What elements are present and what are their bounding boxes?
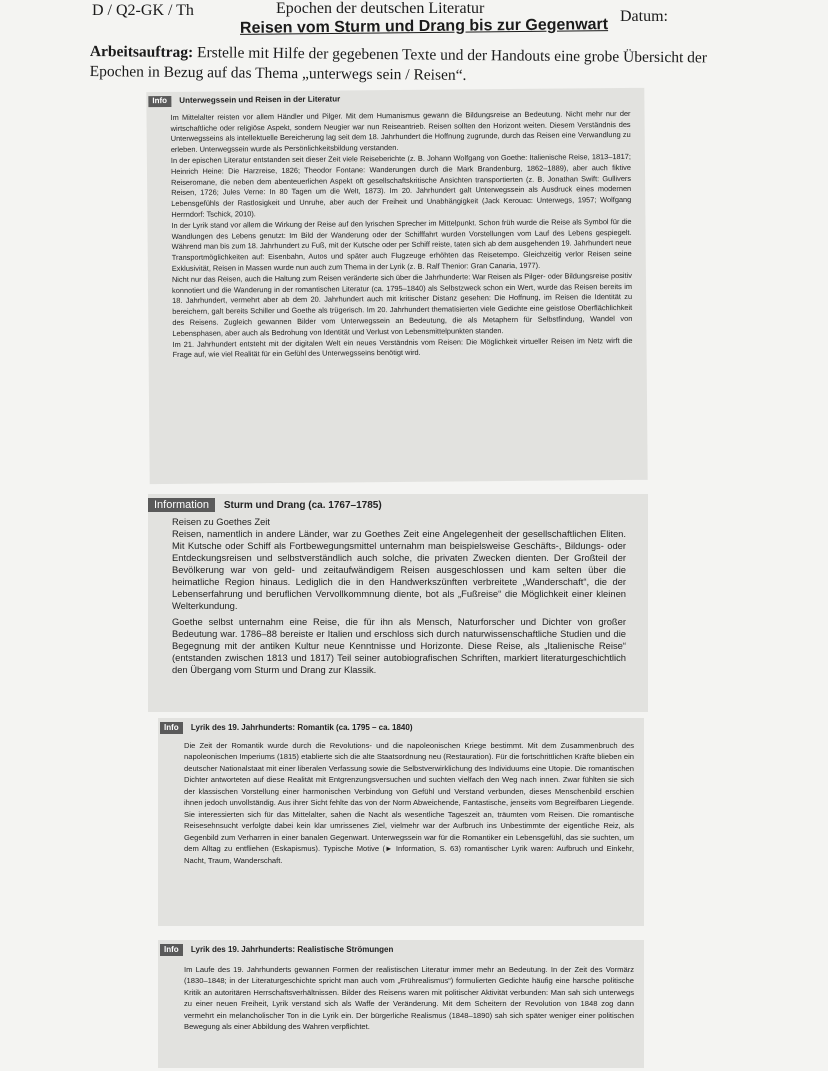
paragraph: Im 21. Jahrhundert entsteht mit der digitalen Welt ein neues Verständnis vom Reisen: Die Möglichkeit virtueller Reisen im Netz wirft die Frage auf, wie viel Realität für ein Gefühl des Unterwegsseins benötigt wird. xyxy=(172,335,633,360)
info-tag: Info xyxy=(160,722,183,734)
paragraph: Nicht nur das Reisen, auch die Haltung zum Reisen veränderte sich über die Jahrhunderte: War Reisen als Pilger- oder Bildungsreise positiv konnotiert und die Wanderung in der romantischen Literatur (ca. 1795–1840) als Selbstzweck schon ein Wert, wurde das Reisen bereits im 18. Jahrhundert, vermehrt aber ab dem 20. Jahrhundert auch mit kritischer Distanz gesehen: Die Hoffnung, im Reisen die Identität zu bereichern, galt bereits Schiller und Goethe als trügerisch. Im 20. Jahrhundert thematisierten viele Gedichte eine geistlose Oberflächlichkeit des Reisens. Zugleich gewannen Bilder vom Unterwegssein an Bedeutung, die als Metaphern für Selbstfindung, Wandel von Lebensphasen, aber auch als Bedrohung von Identität und Verlust von Lebensmittelpunkten standen. xyxy=(171,270,633,338)
page-title: Reisen vom Sturm und Drang bis zur Gegenwart xyxy=(239,16,609,37)
task-instruction xyxy=(90,42,750,89)
info-box-header xyxy=(160,944,644,956)
info-tag: Info xyxy=(148,96,171,107)
info-box-body xyxy=(148,528,648,676)
date-label: Datum: xyxy=(620,8,668,25)
topic-heading: Epochen der deutschen Literatur xyxy=(276,0,485,17)
info-box-title: Unterwegssein und Reisen in der Literatur xyxy=(179,94,341,105)
info-box-header xyxy=(148,92,644,107)
info-box-body xyxy=(146,109,646,362)
info-box-header xyxy=(160,722,644,734)
info-box-sturm-und-drang xyxy=(148,494,648,712)
info-box-title: Sturm und Drang (ca. 1767–1785) xyxy=(223,500,382,511)
course-label: D / Q2-GK / Th xyxy=(92,2,194,19)
information-tag: Information xyxy=(148,498,215,512)
paragraph: Reisen, namentlich in andere Länder, war zu Goethes Zeit eine Angelegenheit der gesellschaftlichen Eliten. Mit Kutsche oder Schiff als Fortbewegungsmittel unternahm man beispielsweise Geschäfts-, Bildungs- oder Entdeckungsreisen und selbstverständlich auch solche, die privaten Zwecken dienten. Der Großteil der Bevölkerung war von geld- und zeitaufwändigem Reisen ausgeschlossen und kam selten über die heimatliche Region hinaus. Lediglich die in den Handwerkszünften verbreitete „Wanderschaft“, die der Lebenserfahrung und beruflichen Vervollkommnung diente, bot als „Fußreise“ die Möglichkeit einer kleinen Welterkundung. xyxy=(172,528,626,611)
paragraph: Die Zeit der Romantik wurde durch die Revolutions- und die napoleonischen Kriege bestimmt. Mit dem Zusammenbruch des napoleonischen Imperiums (1815) etablierte sich die alte Staatsordnung neu (Restauration). Für die fortschrittlichen Kräfte blieben ein deutscher Nationalstaat mit einer liberalen Verfassung sowie die Selbstverwirklichung des Individuums eine Utopie. Die romantischen Dichter antworteten auf diese Realität mit Entgrenzungsversuchen und suchten vielfach den Weg nach innen. Zwar fühlten sie sich der klassischen Vorstellung einer harmonischen Verbindung von Gefühl und Verstand verbunden, dieses Menschenbild erschien ihnen jedoch unvollständig. Aus ihrer Sicht fehlte das von der Norm Abweichende, Fantastische, jenseits vom Begreifbaren Liegende. Sie interessierten sich für das Mittelalter, sahen die Nacht als wesentliche Tageszeit an, träumten vom Reisen. Die romantische Reisesehnsucht verfolgte dabei kein klar umrissenes Ziel, vielmehr war der Aufbruch ins Unbestimmte der eigentliche Reiz, als Gegenbild zum Verharren in einer banalen Gegenwart. Unterwegssein war für die Romantiker ein Lebensgefühl, das sie suchten, um dem Alltag zu entfliehen (Eskapismus). Typische Motive (► Information, S. 63) romantischer Lyrik waren: Aufbruch und Einkehr, Nacht, Traum, Wanderschaft. xyxy=(184,740,634,865)
info-box-travel-literature xyxy=(146,88,647,484)
info-box-header xyxy=(148,498,648,512)
info-box-realismus xyxy=(158,940,644,1068)
paragraph: Goethe selbst unternahm eine Reise, die für ihn als Mensch, Naturforscher und Dichter von großer Bedeutung war. 1786–88 bereiste er Italien und erschloss sich durch naturwissenschaftliche Studien und die Begegnung mit der antiken Kultur neue Kenntnisse und Horizonte. Diese Reise, als „Italienische Reise“ (entstanden zwischen 1813 und 1817) Teil seiner autobiografischen Schriften, markiert literaturgeschichtlich den Übergang vom Sturm und Drang zur Klassik. xyxy=(172,616,626,675)
task-text: Erstelle mit Hilfe der gegebenen Texte und der Handouts eine grobe Übersicht der Epochen in Bezug auf das Thema „unterwegs sein / Reisen“. xyxy=(89,44,708,84)
paragraph: In der Lyrik stand vor allem die Wirkung der Reise auf den lyrischen Sprecher im Mittelpunkt. Schon früh wurde die Reise als Symbol für die Wandlungen des Lebens genutzt: Im Bild der Wanderung oder der Schifffahrt wurden Vorstellungen vom Lauf des Lebens gespiegelt. Während man bis zum 18. Jahrhundert zu Fuß, mit der Kutsche oder per Schiff reiste, taten sich ab dem ausgehenden 19. Jahrhundert neue Transportmöglichkeiten auf: Eisenbahn, Autos und später auch Flugzeuge erhöhten das Reisetempo. Gleichzeitig verlor Reisen seine Exklusivität, Reisen in Massen wurde nun auch zum Thema in der Lyrik (z. B. Ralf Thenior: Gran Canaria, 1977). xyxy=(171,216,632,273)
info-box-title: Lyrik des 19. Jahrhunderts: Romantik (ca. 1795 – ca. 1840) xyxy=(190,723,413,732)
info-tag: Info xyxy=(160,944,183,956)
info-box-title: Lyrik des 19. Jahrhunderts: Realistische Strömungen xyxy=(190,945,394,954)
task-label: Arbeitsauftrag: xyxy=(89,42,194,62)
info-box-romantik xyxy=(158,718,644,926)
info-box-body xyxy=(158,740,644,867)
info-box-subtitle: Reisen zu Goethes Zeit xyxy=(172,516,270,527)
info-box-body xyxy=(158,964,644,1033)
paragraph: Im Laufe des 19. Jahrhunderts gewannen Formen der realistischen Literatur immer mehr an Bedeutung. In der Zeit des Vormärz (1830–1848; in der Literaturgeschichte spricht man auch vom „Frührealismus“) formulierten Gedichte häufig eine harsche politische Kritik an autoritären Herrschaftsverhältnissen. Bilder des Reisens waren mit politischer Aktivität verbunden: Man sah sich unterwegs zu einer neuen Freiheit, Lyrik verstand sich als Waffe der Veränderung. Mit dem Scheitern der Revolution von 1848 zog dann vermehrt ein melancholischer Ton in die Lyrik ein. Der bürgerliche Realismus (1848–1890) sah sich später weniger einer politischen Bewegung als einer Abbildung des Wahren verpflichtet. xyxy=(184,964,634,1031)
paragraph: In der epischen Literatur entstanden seit dieser Zeit viele Reiseberichte (z. B. Johann Wolfgang von Goethe: Italienische Reise, 1813–1817; Heinrich Heine: Die Harzreise, 1826; Theodor Fontane: Wanderungen durch die Mark Brandenburg, 1862–1889), aber auch fiktive Reiseromane, die neben dem abenteuerlichen Aspekt oft gesellschaftskritische Ansichten transportierten (z. B. Jonathan Swift: Gullivers Reisen, 1726; Jules Verne: In 80 Tagen um die Welt, 1873). Im 20. Jahrhundert galt Unterwegssein als Ausdruck eines modernen Lebensgefühls der Rastlosigkeit und Unruhe, aber auch der Freiheit und Unabhängigkeit (Jack Kerouac: Unterwegs, 1957; Wolfgang Herrndorf: Tschick, 2010). xyxy=(170,151,632,219)
paragraph: Im Mittelalter reisten vor allem Händler und Pilger. Mit dem Humanismus gewann die Bildungsreise an Bedeutung. Nicht mehr nur der wirtschaftliche oder religiöse Aspekt, sondern Neugier war nun Reiseantrieb. Reisen sollten den Horizont weiten. Diesem Verständnis des Unterwegsseins als intellektuelle Bereicherung lag seit dem 18. Jahrhundert die Hoffnung zugrunde, durch das Reisen eine Verwandlung zu erleben. Unterwegssein wurde als Persönlichkeitsbildung verstanden. xyxy=(170,108,631,155)
